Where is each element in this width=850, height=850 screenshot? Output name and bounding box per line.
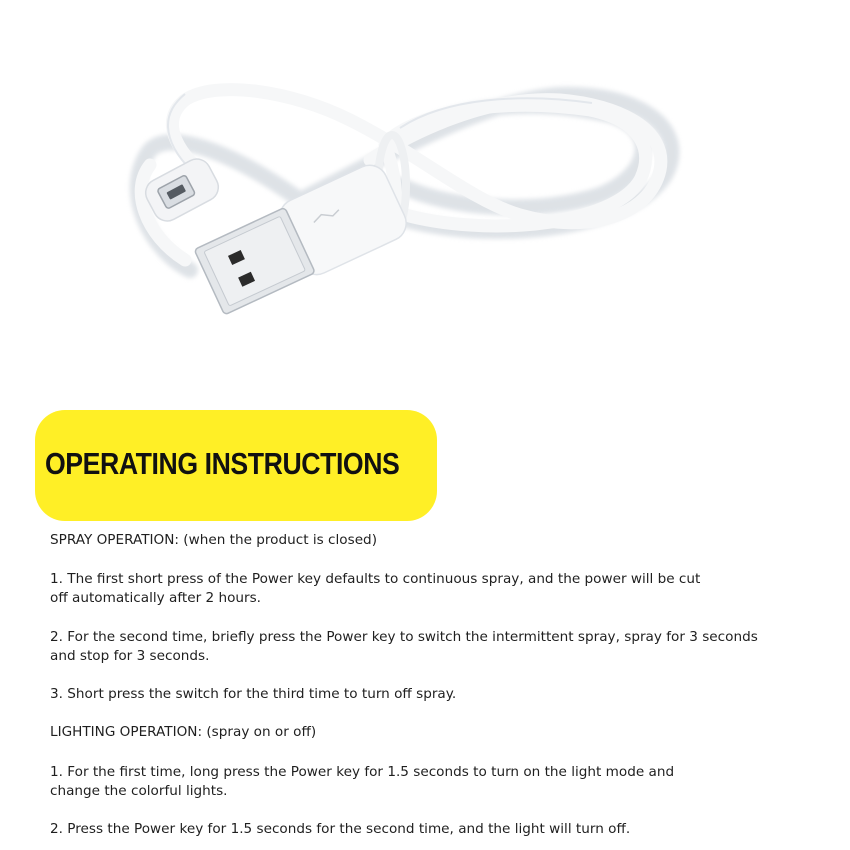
spray-step-2-line-2: and stop for 3 seconds. — [50, 648, 210, 664]
lighting-step-1-line-1: 1. For the first time, long press the Power key for 1.5 seconds to turn on the light mode and — [50, 764, 675, 780]
usb-cable-icon — [0, 0, 850, 400]
spray-operation-heading: SPRAY OPERATION: (when the product is closed) — [50, 532, 377, 548]
lighting-operation-heading: LIGHTING OPERATION: (spray on or off) — [50, 724, 317, 740]
spray-step-1-line-1: 1. The first short press of the Power key defaults to continuous spray, and the power will be cut — [50, 571, 701, 587]
spray-step-1-line-2: off automatically after 2 hours. — [50, 590, 261, 606]
page-title: OPERATING INSTRUCTIONS — [45, 446, 400, 481]
spray-step-3: 3. Short press the switch for the third time to turn off spray. — [50, 686, 457, 702]
lighting-step-1-line-2: change the colorful lights. — [50, 783, 228, 799]
spray-step-2-line-1: 2. For the second time, briefly press the Power key to switch the intermittent spray, spray for 3 seconds — [50, 629, 758, 645]
lighting-step-2: 2. Press the Power key for 1.5 seconds for the second time, and the light will turn off. — [50, 821, 631, 837]
